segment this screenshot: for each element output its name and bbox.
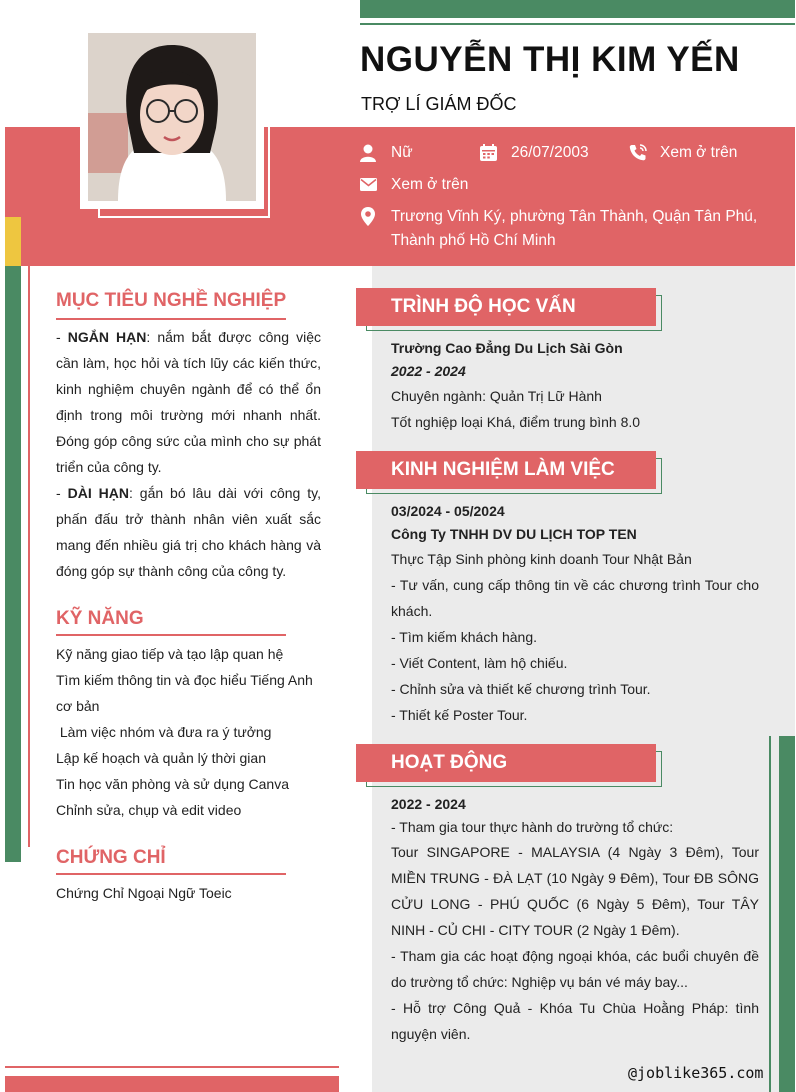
phone-icon bbox=[629, 144, 647, 161]
person-icon bbox=[360, 144, 376, 162]
phone-value: Xem ở trên bbox=[660, 144, 738, 161]
duty-item: - Tìm kiếm khách hàng. bbox=[391, 629, 538, 645]
activities-line-2: - Tham gia các hoạt động ngoại khóa, các buổi chuyên đề do trường tổ chức: Nghiệp vụ bán vé máy bay... bbox=[391, 948, 759, 990]
education-result: Tốt nghiệp loại Khá, điểm trung bình 8.0 bbox=[391, 414, 641, 430]
portrait-illustration bbox=[88, 33, 256, 201]
experience-position: Thực Tập Sinh phòng kinh doanh Tour Nhật Bản bbox=[391, 551, 692, 567]
certificates-underline bbox=[56, 873, 286, 875]
education-heading: TRÌNH ĐỘ HỌC VẤN bbox=[356, 288, 656, 326]
address-line-2: Thành phố Hồ Chí Minh bbox=[391, 232, 556, 249]
short-term-label: NGẮN HẠN bbox=[67, 329, 147, 345]
certificates-heading: CHỨNG CHỈ bbox=[56, 847, 166, 868]
activities-heading: HOẠT ĐỘNG bbox=[356, 744, 656, 782]
address-line-1: Trương Vĩnh Ký, phường Tân Thành, Quận Tân Phú, bbox=[391, 208, 758, 225]
left-green-bar bbox=[5, 266, 21, 862]
certificate-item: Chứng Chỉ Ngoại Ngữ Toeic bbox=[56, 885, 232, 901]
bottom-red-bar bbox=[5, 1076, 339, 1092]
short-term-text: : nắm bắt được công việc cần làm, học hỏi và tích lũy các kiến thức, kinh nghiệm chuyên ngành để có thể ổn định trong môi trường mới nhanh nhất. Đóng góp công sức của mình cho sự phát triển của công ty. bbox=[56, 329, 321, 475]
duty-item: - Chỉnh sửa và thiết kế chương trình Tour. bbox=[391, 681, 651, 697]
email-value: Xem ở trên bbox=[391, 176, 469, 193]
long-term-text: : gắn bó lâu dài với công ty, phấn đấu trở thành nhân viên xuất sắc mang đến nhiều giá trị cho khách hàng và đóng góp sự thành công của công ty. bbox=[56, 485, 321, 579]
skill-item: Làm việc nhóm và đưa ra ý tưởng bbox=[56, 724, 272, 740]
education-school: Trường Cao Đẳng Du Lịch Sài Gòn bbox=[391, 340, 623, 356]
top-green-bar bbox=[360, 0, 795, 18]
activities-line-1: - Tham gia tour thực hành do trường tổ chức: bbox=[391, 819, 674, 835]
gender-value: Nữ bbox=[391, 144, 413, 161]
objective-underline bbox=[56, 318, 286, 320]
skill-item: Chỉnh sửa, chụp và edit video bbox=[56, 802, 242, 818]
candidate-name: NGUYỄN THỊ KIM YẾN bbox=[360, 40, 740, 79]
experience-company: Công Ty TNHH DV DU LỊCH TOP TEN bbox=[391, 526, 637, 542]
right-green-line bbox=[769, 736, 771, 1092]
email-icon bbox=[360, 178, 377, 191]
calendar-icon bbox=[480, 144, 497, 161]
skills-heading: KỸ NĂNG bbox=[56, 608, 144, 629]
skill-item: Tìm kiếm thông tin và đọc hiểu Tiếng Anh cơ bản bbox=[56, 672, 313, 714]
duty-item: - Thiết kế Poster Tour. bbox=[391, 707, 528, 723]
experience-heading: KINH NGHIỆM LÀM VIỆC bbox=[356, 451, 656, 489]
bottom-red-line bbox=[5, 1066, 339, 1068]
duty-item: - Tư vấn, cung cấp thông tin về các chương trình Tour cho khách. bbox=[391, 577, 759, 619]
birthday-value: 26/07/2003 bbox=[511, 144, 589, 161]
education-major: Chuyên ngành: Quản Trị Lữ Hành bbox=[391, 388, 602, 404]
activities-details bbox=[391, 839, 759, 1047]
job-title: TRỢ LÍ GIÁM ĐỐC bbox=[361, 94, 517, 114]
duty-item: - Viết Content, làm hộ chiếu. bbox=[391, 655, 568, 671]
skill-item: Kỹ năng giao tiếp và tạo lập quan hệ bbox=[56, 646, 284, 662]
skill-item: Lập kế hoạch và quản lý thời gian bbox=[56, 750, 266, 766]
activities-period: 2022 - 2024 bbox=[391, 796, 466, 812]
objective-heading: MỤC TIÊU NGHỀ NGHIỆP bbox=[56, 290, 287, 311]
skills-list bbox=[56, 641, 321, 823]
right-green-bar bbox=[779, 736, 795, 1092]
watermark-text: @joblike365.com bbox=[628, 1064, 764, 1082]
experience-period: 03/2024 - 05/2024 bbox=[391, 503, 505, 519]
profile-photo bbox=[88, 33, 256, 201]
top-green-line bbox=[360, 23, 795, 25]
activities-line-3: - Hỗ trợ Công Quả - Khóa Tu Chùa Hoằng Pháp: tình nguyện viên. bbox=[391, 1000, 759, 1042]
education-period: 2022 - 2024 bbox=[391, 363, 466, 379]
left-yellow-accent bbox=[5, 217, 21, 266]
experience-duties bbox=[391, 572, 759, 728]
skill-item: Tin học văn phòng và sử dụng Canva bbox=[56, 776, 290, 792]
long-term-label: DÀI HẠN bbox=[67, 485, 129, 501]
left-red-line bbox=[28, 217, 30, 847]
activities-tours: Tour SINGAPORE - MALAYSIA (4 Ngày 3 Đêm), Tour MIỀN TRUNG - ĐÀ LẠT (10 Ngày 9 Đêm), Tour ĐB SÔNG CỬU LONG - PHÚ QUỐC (6 Ngày 5 Đêm), Tour TÂY NINH - CỦ CHI - CITY TOUR (2 Ngày 1 Đêm). bbox=[391, 844, 759, 938]
objective-short-term: - NGẮN HẠN: nắm bắt được công việc cần làm, học hỏi và tích lũy các kiến thức, kinh nghiệm chuyên ngành để có thể ổn định trong môi trường mới nhanh nhất. Đóng góp công sức của mình cho sự phát triển của công ty. bbox=[56, 329, 321, 475]
skills-underline bbox=[56, 634, 286, 636]
location-pin-icon bbox=[361, 207, 375, 226]
objective-long-term: - DÀI HẠN: gắn bó lâu dài với công ty, phấn đấu trở thành nhân viên xuất sắc mang đến nhiều giá trị cho khách hàng và đóng góp sự thành công của công ty. bbox=[56, 485, 321, 579]
